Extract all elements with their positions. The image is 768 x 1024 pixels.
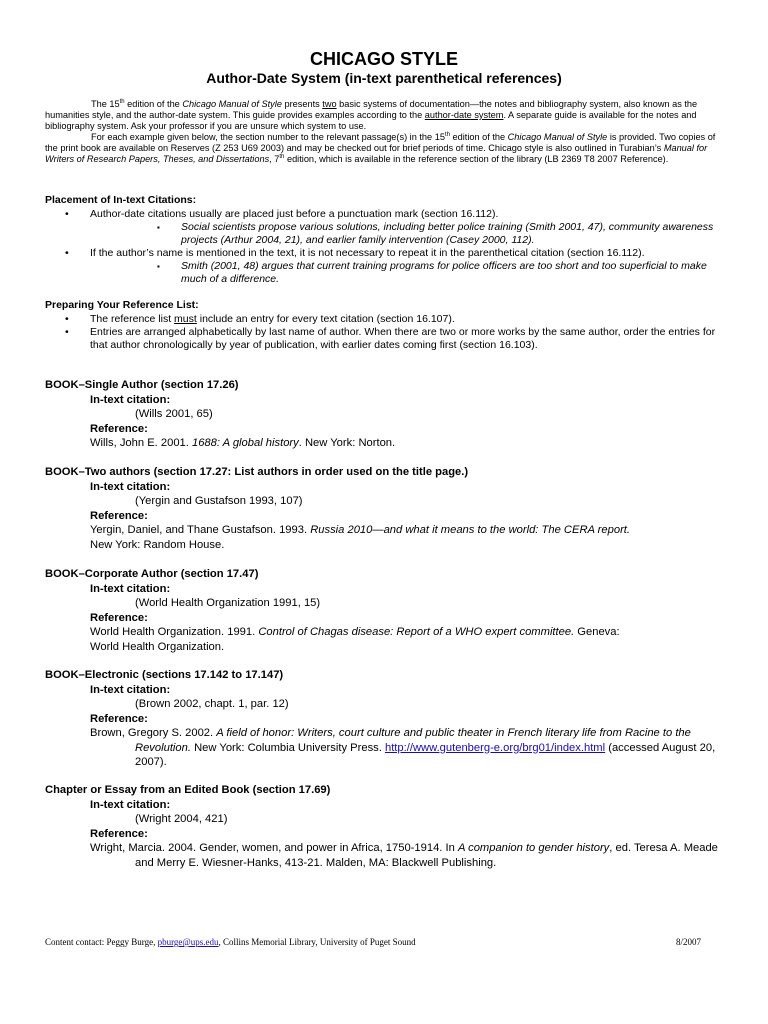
entry-edited-book-chapter bbox=[45, 783, 725, 870]
list-item: • If the author’s name is mentioned in the text, it is not necessary to repeat it in the parenthetical citation (section 16.112). bbox=[65, 247, 645, 259]
bullet-icon: • bbox=[65, 247, 69, 259]
entry-two-authors bbox=[45, 465, 725, 552]
reference-label: Reference: bbox=[90, 712, 148, 725]
reference-text: World Health Organization. 1991. Control of Chagas disease: Report of a WHO expert committee. Geneva: World Health Organization. bbox=[90, 626, 620, 653]
list-item: ▪ Social scientists propose various solutions, including better police training (Smith 2001, 47), community awareness projects (Arthur 2004, 21), and earlier family intervention (Casey 2000, 112). bbox=[157, 221, 714, 246]
intro-paragraph-1: The 15th edition of the Chicago Manual of Style presents two basic systems of documentation—the notes and bibliography system, also known as the humanities style, and the author-date system. This guide provides examples according to the author-date system. A separate guide is available for the notes and bibliography system. Ask your professor if you are unsure which system to use. bbox=[45, 98, 698, 131]
page-subtitle: Author-Date System (in-text parenthetical references) bbox=[206, 70, 562, 86]
reflist-list bbox=[45, 313, 720, 352]
reflist-heading: Preparing Your Reference List: bbox=[45, 299, 199, 311]
entry-heading: BOOK–Two authors (section 17.27: List authors in order used on the title page.) bbox=[45, 466, 469, 478]
reference-text: Yergin, Daniel, and Thane Gustafson. 1993. Russia 2010—and what it means to the world: The CERA report. New York: Random House. bbox=[90, 524, 631, 551]
page-title: CHICAGO STYLE bbox=[309, 49, 458, 69]
reference-link[interactable]: http://www.gutenberg-e.org/brg01/index.html bbox=[384, 741, 606, 754]
intext-label: In-text citation: bbox=[90, 798, 171, 811]
list-item: • Entries are arranged alphabetically by last name of author. When there are two or more works by the same author, order the entries for that author chronologically by year of publication, with earlier dates coming first (section 16.103). bbox=[65, 326, 716, 351]
intext-label: In-text citation: bbox=[90, 683, 171, 696]
bullet-icon: • bbox=[65, 208, 69, 220]
bullet-icon: • bbox=[65, 326, 69, 338]
intext-label: In-text citation: bbox=[90, 582, 171, 595]
contact-email-link[interactable]: pburge@ups.edu bbox=[157, 937, 219, 947]
intro-paragraph-2: For each example given below, the section number to the relevant passage(s) in the 15th edition of the Chicago Manual of Style is provided. Two copies of the print book are available on Reserves (Z 253 U69 2003) and may be checked out for brief periods of time. Chicago style is also outlined in Turabian’s Manual for Writers of Research Papers, Theses, and Dissertations, 7th edition, which is available in the reference section of the library (LB 2369 T8 2007 Reference). bbox=[45, 131, 716, 164]
intext-citation: (World Health Organization 1991, 15) bbox=[135, 597, 321, 609]
list-item: ▪ Smith (2001, 48) argues that current training programs for police officers are too short and too superficial to make much of a difference. bbox=[157, 260, 707, 285]
intext-citation: (Yergin and Gustafson 1993, 107) bbox=[135, 495, 303, 507]
placement-list bbox=[45, 208, 720, 286]
square-bullet-icon: ▪ bbox=[157, 223, 160, 232]
reference-text: Wright, Marcia. 2004. Gender, women, and power in Africa, 1750-1914. In A companion to gender history, ed. Teresa A. Meade and Merry E. Wiesner-Hanks, 413-21. Malden, MA: Blackwell Publishing. bbox=[90, 842, 718, 869]
reference-label: Reference: bbox=[90, 827, 148, 840]
intext-citation: (Brown 2002, chapt. 1, par. 12) bbox=[135, 698, 289, 710]
reference-text: Brown, Gregory S. 2002. A field of honor: Writers, court culture and public theater in French literary life from Racine to the Revolution. New York: Columbia University Press. http://www.gutenberg-e.org/brg01/index.html (accessed August 20, 2007). bbox=[90, 727, 716, 768]
entry-electronic bbox=[45, 668, 725, 770]
reference-label: Reference: bbox=[90, 611, 148, 624]
square-bullet-icon: ▪ bbox=[157, 262, 160, 271]
entry-heading: BOOK–Single Author (section 17.26) bbox=[45, 379, 239, 391]
list-item: • Author-date citations usually are placed just before a punctuation mark (section 16.112). bbox=[65, 208, 499, 220]
entry-heading: BOOK–Corporate Author (section 17.47) bbox=[45, 568, 259, 580]
list-item: • The reference list must include an entry for every text citation (section 16.107). bbox=[65, 313, 455, 325]
reference-label: Reference: bbox=[90, 509, 148, 522]
bullet-icon: • bbox=[65, 313, 69, 325]
footer-date: 8/2007 bbox=[675, 937, 701, 947]
page-footer: Content contact: Peggy Burge, pburge@ups.edu, Collins Memorial Library, University of Puget Sound 8/2007 bbox=[45, 937, 701, 947]
intro-section bbox=[45, 99, 725, 164]
intext-citation: (Wright 2004, 421) bbox=[135, 813, 228, 825]
entry-heading: Chapter or Essay from an Edited Book (section 17.69) bbox=[45, 784, 331, 796]
reference-label: Reference: bbox=[90, 422, 148, 435]
placement-heading: Placement of In-text Citations: bbox=[45, 194, 197, 206]
entry-single-author bbox=[45, 378, 725, 451]
intext-label: In-text citation: bbox=[90, 393, 171, 406]
entry-heading: BOOK–Electronic (sections 17.142 to 17.147) bbox=[45, 669, 284, 681]
reference-text: Wills, John E. 2001. 1688: A global history. New York: Norton. bbox=[90, 437, 396, 449]
entry-corporate-author bbox=[45, 567, 725, 654]
intext-citation: (Wills 2001, 65) bbox=[135, 408, 213, 420]
intext-label: In-text citation: bbox=[90, 480, 171, 493]
